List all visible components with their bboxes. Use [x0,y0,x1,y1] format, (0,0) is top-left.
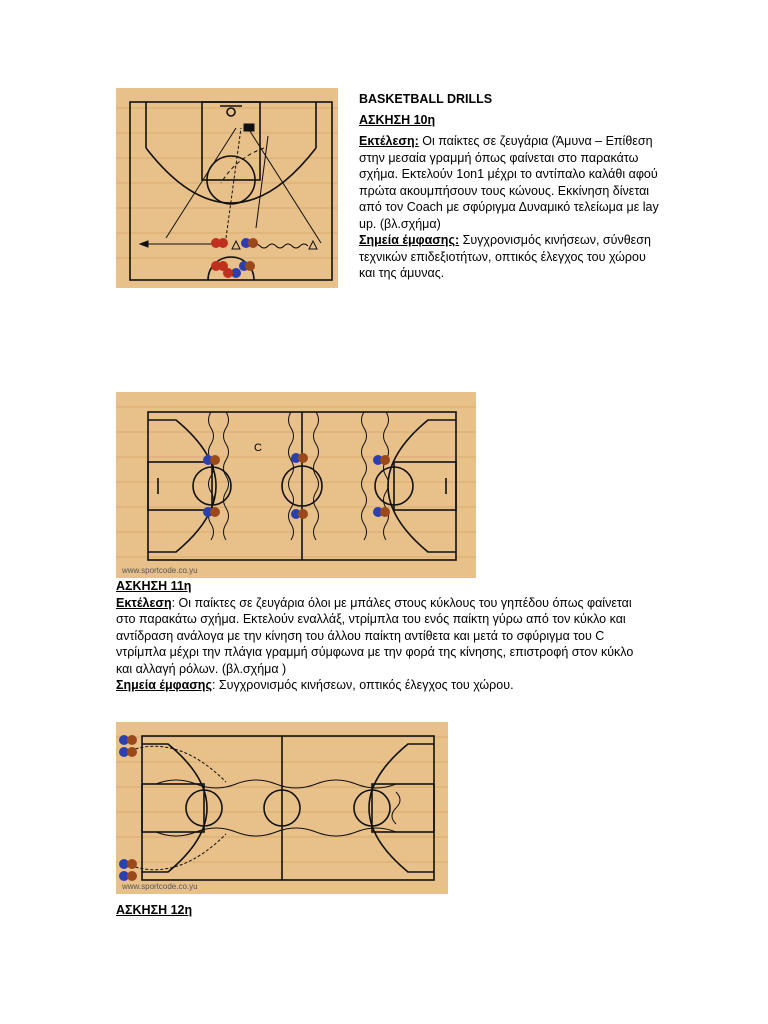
drill-11-emph-text: : Συγχρονισμός κινήσεων, οπτικός έλεγχος του χώρου. [211,678,514,692]
document-title: BASKETBALL DRILLS [359,92,493,106]
drill-10-exec-text: Οι παίκτες σε ζευγάρια (Άμυνα – Επίθεση στην μεσαία γραμμή όπως φαίνεται στο παρακάτω σχήμα. Εκτελούν 1on1 μέχρι το αντίπαλο καλάθι αφού πρώτα ακουμπήσουν τους κώνους. Εκκίνηση δίνεται από τον Coach με σφύριγμα Δυναμικό τελείωμα με lay up. (βλ.σχήμα) [359,134,659,231]
drill-11-text [116,578,636,694]
half-court-svg [116,88,338,288]
drill-11-exec-text: : Οι παίκτες σε ζευγάρια όλοι με μπάλες στους κύκλους του γηπέδου όπως φαίνεται στο παρακάτω σχήμα. Εκτελούν εναλλάξ, ντρίμπλα του ενός παίκτη γύρω από τον κύκλο και αντίδραση ανάλογα με την κίνηση του άλλου παίκτη αντίθετα και μετά το σφύριγμα του C ντρίμπλα μέχρι την πλάγια γραμμή σύμφωνα με την φορά της κίνησης, επιστροφή στον κύκλο και αλλαγή ρόλων. (βλ.σχήμα ) [116,595,634,676]
drill-11-heading: ΑΣΚΗΣΗ 11η [116,579,192,593]
court-coach-label: C [254,442,262,454]
drill-11-exec [116,595,636,678]
drill-10-description [359,133,659,282]
drill-11-emph [116,677,636,694]
full-court-svg-2 [116,722,448,894]
drill-10-emph-label: Σημεία έμφασης: [359,233,460,247]
drill-10-emph-text: Συγχρονισμός κινήσεων, σύνθεση τεχνικών επιδεξιοτήτων, οπτικός έλεγχος του χώρου και της άμυνας. [359,233,651,280]
court-watermark-2: www.sportcode.co.yu [122,882,198,891]
drill-10-heading: ΑΣΚΗΣΗ 10η [359,113,436,127]
court-watermark: www.sportcode.co.yu [122,566,198,575]
drill-11-exec-label: Εκτέλεση [116,595,172,610]
court-diagram-drill-11 [116,392,476,578]
drill-12-heading: ΑΣΚΗΣΗ 12η [116,903,193,917]
court-diagram-drill-12 [116,722,448,894]
drill-10-exec-label: Εκτέλεση: [359,134,419,148]
drill-11-emph-label: Σημεία έμφασης [116,678,212,692]
court-diagram-drill-10 [116,88,338,288]
full-court-svg-1 [116,392,476,578]
